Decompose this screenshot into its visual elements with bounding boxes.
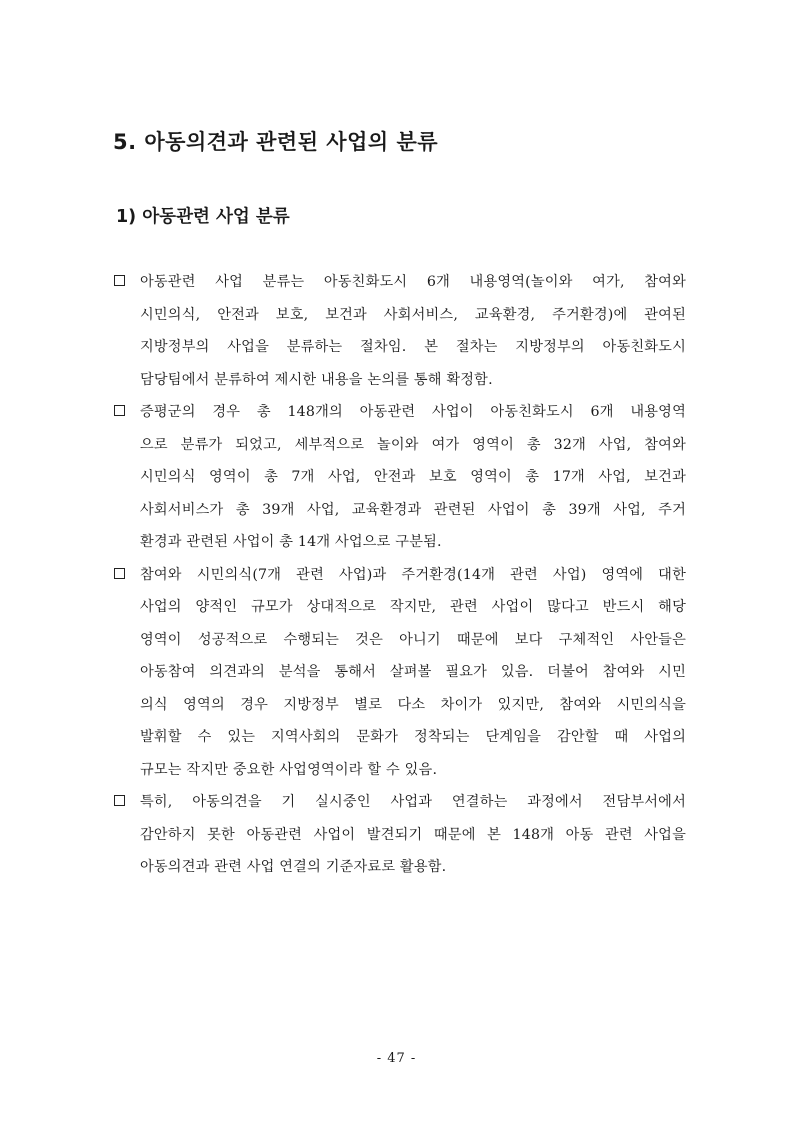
bullet-paragraph [114,396,686,559]
paragraph-line: 사업의 양적인 규모가 상대적으로 작지만, 관련 사업이 많다고 반드시 해당 [140,599,686,615]
square-bullet-icon [114,568,125,579]
paragraph-line: 담당팀에서 분류하여 제시한 내용을 논의를 통해 확정함. [140,371,493,388]
paragraph-list [114,266,686,884]
paragraph-line: 환경과 관련된 사업이 총 14개 사업으로 구분됨. [140,534,442,550]
paragraph-line: 으로 분류가 되었고, 세부적으로 놀이와 여가 영역이 총 32개 사업, 참여와 [140,436,686,453]
paragraph-line: 사회서비스가 총 39개 사업, 교육환경과 관련된 사업이 총 39개 사업, 주거 [140,501,686,518]
paragraph-line: 지방정부의 사업을 분류하는 절차임. 본 절차는 지방정부의 아동친화도시 [140,339,686,355]
bullet-paragraph [114,559,686,787]
paragraph-line: 감안하지 못한 아동관련 사업이 발견되기 때문에 본 148개 아동 관련 사업을 [140,826,686,843]
paragraph-line: 참여와 시민의식(7개 관련 사업)과 주거환경(14개 관련 사업) 영역에 대한 [140,566,686,583]
paragraph-line: 의식 영역의 경우 지방정부 별로 다소 차이가 있지만, 참여와 시민의식을 [140,696,686,713]
sub-section-title: 1) 아동관련 사업 분류 [116,207,290,227]
paragraph-line: 규모는 작지만 중요한 사업영역이라 할 수 있음. [140,761,438,778]
paragraph-line: 영역이 성공적으로 수행되는 것은 아니기 때문에 보다 구체적인 사안들은 [140,631,686,648]
square-bullet-icon [114,795,125,806]
square-bullet-icon [114,405,125,416]
section-title: 5. 아동의견과 관련된 사업의 분류 [113,130,439,154]
paragraph-line: 아동의견과 관련 사업 연결의 기준자료로 활용함. [140,859,447,875]
paragraph-line: 특히, 아동의견을 기 실시중인 사업과 연결하는 과정에서 전담부서에서 [140,794,686,810]
bullet-paragraph [114,786,686,884]
paragraph-line: 아동관련 사업 분류는 아동친화도시 6개 내용영역(놀이와 여가, 참여와 [140,274,686,290]
paragraph-line: 증평군의 경우 총 148개의 아동관련 사업이 아동친화도시 6개 내용영역 [140,404,686,420]
bullet-paragraph [114,266,686,396]
paragraph-line: 시민의식 영역이 총 7개 사업, 안전과 보호 영역이 총 17개 사업, 보건과 [140,469,686,485]
paragraph-line: 시민의식, 안전과 보호, 보건과 사회서비스, 교육환경, 주거환경)에 관여된 [140,306,686,323]
square-bullet-icon [114,275,125,286]
paragraph-line: 발휘할 수 있는 지역사회의 문화가 정착되는 단계임을 감안할 때 사업의 [140,729,686,745]
page-number: - 47 - [376,1051,417,1066]
paragraph-line: 아동참여 의견과의 분석을 통해서 살펴볼 필요가 있음. 더불어 참여와 시민 [140,664,686,680]
